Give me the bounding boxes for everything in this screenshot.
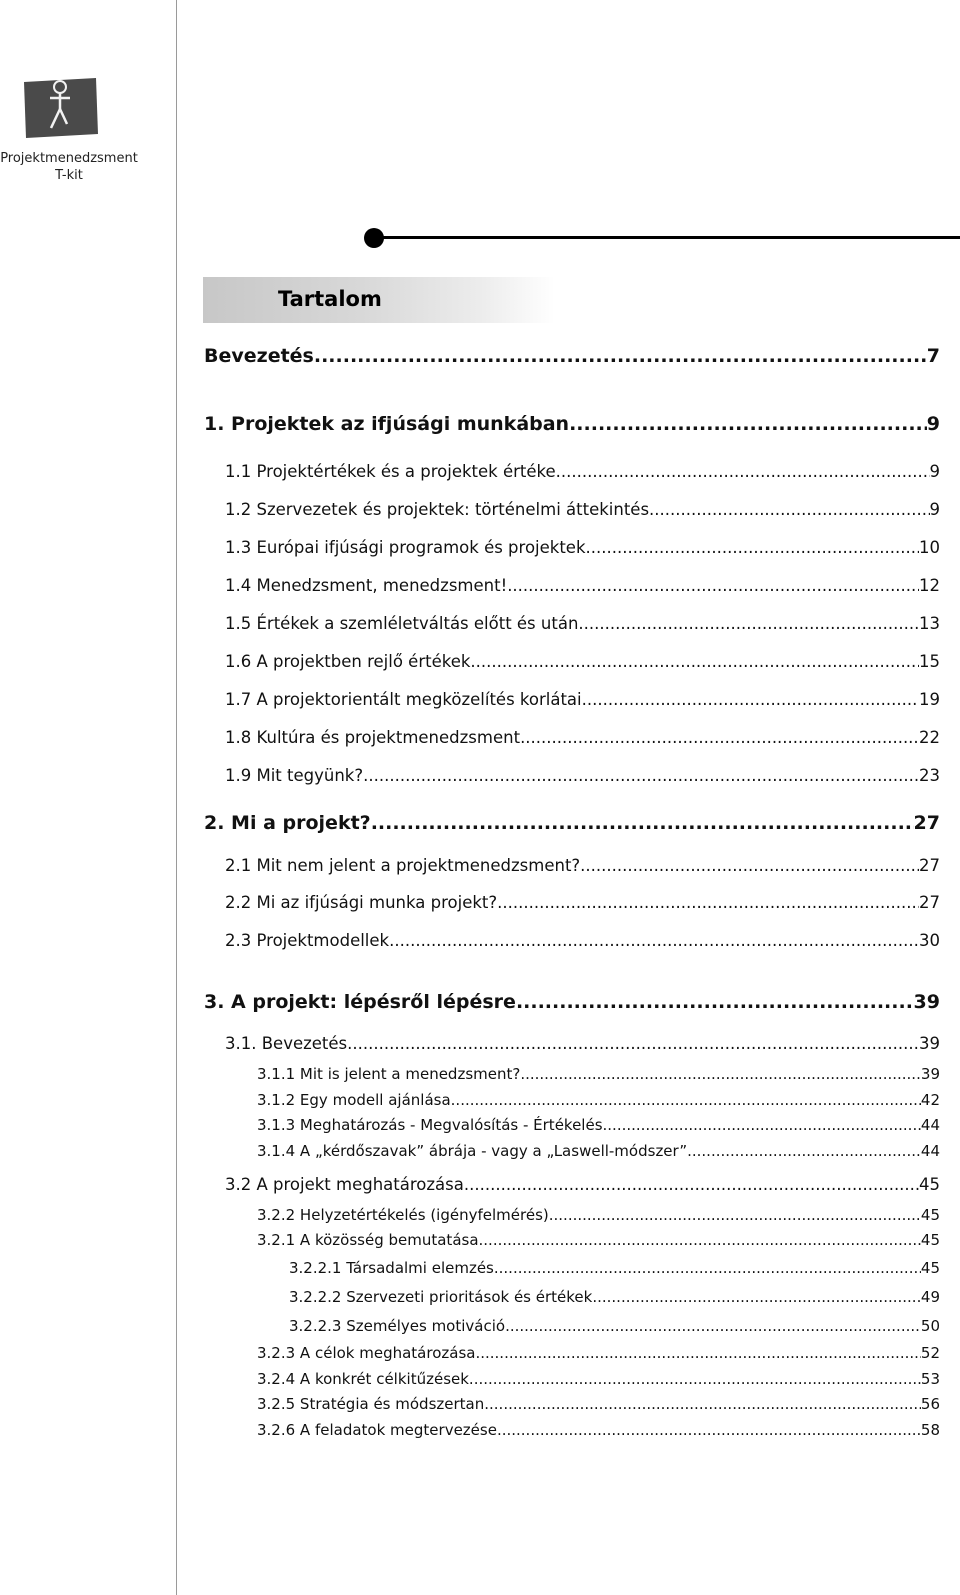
toc-entry[interactable] [204,812,940,834]
toc-page-number: 7 [926,345,940,367]
toc-entry-title: 1.7 A projektorientált megközelítés korlátai [225,690,582,709]
toc-leader-dots [363,766,919,785]
toc-entry-title: 3.2.2.1 Társadalmi elemzés [289,1259,494,1277]
toc-entry-title: 3.1. Bevezetés [225,1034,348,1053]
toc-page-number: 27 [919,893,940,912]
toc-page-number: 42 [920,1091,940,1109]
toc-entry-title: 1.6 A projektben rejlő értékek [225,652,471,671]
toc-page-number: 53 [920,1370,940,1388]
toc-page-number: 45 [920,1259,940,1277]
toc-entry[interactable] [204,345,940,367]
toc-entry-title: 3.2 A projekt meghatározása [225,1175,464,1194]
toc-page-number: 50 [920,1317,940,1335]
toc-entry-title: 3.1.1 Mit is jelent a menedzsment? [257,1065,521,1083]
toc-entry[interactable] [257,1231,940,1249]
toc-entry[interactable] [225,500,940,519]
toc-leader-dots [649,500,929,519]
toc-page-number: 49 [920,1288,940,1306]
toc-entry[interactable] [257,1395,940,1413]
toc-entry[interactable] [225,931,940,950]
toc-page-number: 39 [919,1034,940,1053]
toc-leader-dots [497,893,919,912]
toc-leader-dots [578,614,919,633]
toc-leader-dots [603,1116,921,1134]
toc-entry[interactable] [225,576,940,595]
toc-entry[interactable] [225,893,940,912]
toc-entry[interactable] [225,538,940,557]
toc-entry[interactable] [289,1259,940,1277]
toc-entry[interactable] [225,614,940,633]
toc-leader-dots [580,856,919,875]
toc-page-number: 27 [919,856,940,875]
toc-entry-title: 1.4 Menedzsment, menedzsment! [225,576,508,595]
toc-page-number: 13 [919,614,940,633]
toc-entry-title: 3.2.1 A közösség bemutatása [257,1231,479,1249]
toc-page-number: 22 [919,728,940,747]
toc-page-number: 30 [919,931,940,950]
toc-leader-dots [470,652,919,671]
toc-entry-title: 1.5 Értékek a szemléletváltás előtt és után [225,614,579,633]
toc-page-number: 45 [919,1175,940,1194]
toc-entry[interactable] [257,1116,940,1134]
toc-entry[interactable] [225,1175,940,1194]
toc-entry-title: 3.2.3 A célok meghatározása [257,1344,476,1362]
toc-entry-title: 3.2.2 Helyzetértékelés (igényfelmérés) [257,1206,549,1224]
toc-leader-dots [389,931,919,950]
toc-page-number: 27 [913,812,940,834]
toc-leader-dots [556,462,930,481]
toc-entry-title: 3.1.2 Egy modell ajánlása [257,1091,451,1109]
toc-entry[interactable] [225,856,940,875]
toc-leader-dots [505,1317,921,1335]
toc-leader-dots [586,538,919,557]
toc-page-number: 9 [929,500,940,519]
toc-page-number: 45 [920,1231,940,1249]
toc-entry[interactable] [257,1421,940,1439]
toc-entry[interactable] [289,1317,940,1335]
toc-entry[interactable] [225,652,940,671]
toc-entry[interactable] [257,1344,940,1362]
toc-entry-title: 1.1 Projektértékek és a projektek értéke [225,462,556,481]
toc-page-number: 39 [920,1065,940,1083]
toc-leader-dots [569,413,927,435]
toc-leader-dots [475,1344,920,1362]
toc-entry[interactable] [257,1142,940,1160]
toc-leader-dots [484,1395,921,1413]
toc-entry-title: 1.9 Mit tegyünk? [225,766,364,785]
toc-entry[interactable] [204,413,940,435]
toc-entry-title: 3.2.2.3 Személyes motiváció [289,1317,506,1335]
toc-entry-title: 3.1.4 A „kérdőszavak” ábrája - vagy a „Laswell-módszer” [257,1142,688,1160]
toc-entry[interactable] [289,1288,940,1306]
toc-entry-title: 3.2.2.2 Szervezeti prioritások és értékek [289,1288,593,1306]
toc-entry[interactable] [225,690,940,709]
toc-entry-title: 3.1.3 Meghatározás - Megvalósítás - Értékelés [257,1116,603,1134]
toc-entry[interactable] [225,1034,940,1053]
toc-leader-dots [464,1175,919,1194]
toc-page-number: 56 [920,1395,940,1413]
toc-leader-dots [347,1034,919,1053]
toc-page-number: 44 [920,1142,940,1160]
toc-entry-title: 3.2.5 Stratégia és módszertan [257,1395,485,1413]
toc-entry-title: 3.2.6 A feladatok megtervezése [257,1421,497,1439]
toc-entry-title: 2.1 Mit nem jelent a projektmenedzsment? [225,856,581,875]
toc-leader-dots [592,1288,921,1306]
toc-entry-title: 3. A projekt: lépésről lépésre [204,991,516,1013]
toc-leader-dots [371,812,914,834]
toc-page-number: 19 [919,690,940,709]
toc-leader-dots [520,1065,921,1083]
toc-page-number: 9 [929,462,940,481]
toc-page-number: 45 [920,1206,940,1224]
toc-entry[interactable] [225,766,940,785]
toc-entry-title: 1. Projektek az ifjúsági munkában [204,413,570,435]
toc-leader-dots [314,345,927,367]
toc-page-number: 23 [919,766,940,785]
toc-entry-title: 3.2.4 A konkrét célkitűzések [257,1370,469,1388]
toc-page-number: 52 [920,1344,940,1362]
toc-leader-dots [451,1091,921,1109]
toc-page-number: 9 [926,413,940,435]
toc-leader-dots [479,1231,921,1249]
toc-entry[interactable] [257,1065,940,1083]
toc-page-number: 44 [920,1116,940,1134]
toc-leader-dots [549,1206,921,1224]
toc-entry-title: 1.8 Kultúra és projektmenedzsment [225,728,521,747]
toc-leader-dots [469,1370,921,1388]
toc-entry[interactable] [225,728,940,747]
toc-entry-title: 1.3 Európai ifjúsági programok és projektek [225,538,586,557]
toc-leader-dots [520,728,919,747]
toc-leader-dots [516,991,914,1013]
toc-leader-dots [507,576,919,595]
toc-page-number: 15 [919,652,940,671]
brand-line-1: Projektmenedzsment [0,151,138,166]
toc-entry[interactable] [257,1206,940,1224]
toc-leader-dots [494,1259,921,1277]
toc-page-number: 58 [920,1421,940,1439]
brand-line-2: T-kit [55,168,83,183]
toc-entry-title: 1.2 Szervezetek és projektek: történelmi áttekintés [225,500,650,519]
toc-page-number: 12 [919,576,940,595]
toc-leader-dots [582,690,919,709]
toc-entry[interactable] [257,1370,940,1388]
toc-leader-dots [497,1421,921,1439]
toc-entry[interactable] [257,1091,940,1109]
toc-leader-dots [687,1142,921,1160]
toc-entry-title: 2. Mi a projekt? [204,812,371,834]
toc-page-number: 39 [913,991,940,1013]
page-title: Tartalom [278,287,382,311]
toc-entry-title: 2.2 Mi az ifjúsági munka projekt? [225,893,498,912]
toc-entry[interactable] [204,991,940,1013]
toc-page-number: 10 [919,538,940,557]
toc-entry-title: 2.3 Projektmodellek [225,931,390,950]
toc-entry[interactable] [225,462,940,481]
toc-entry-title: Bevezetés [204,345,314,367]
